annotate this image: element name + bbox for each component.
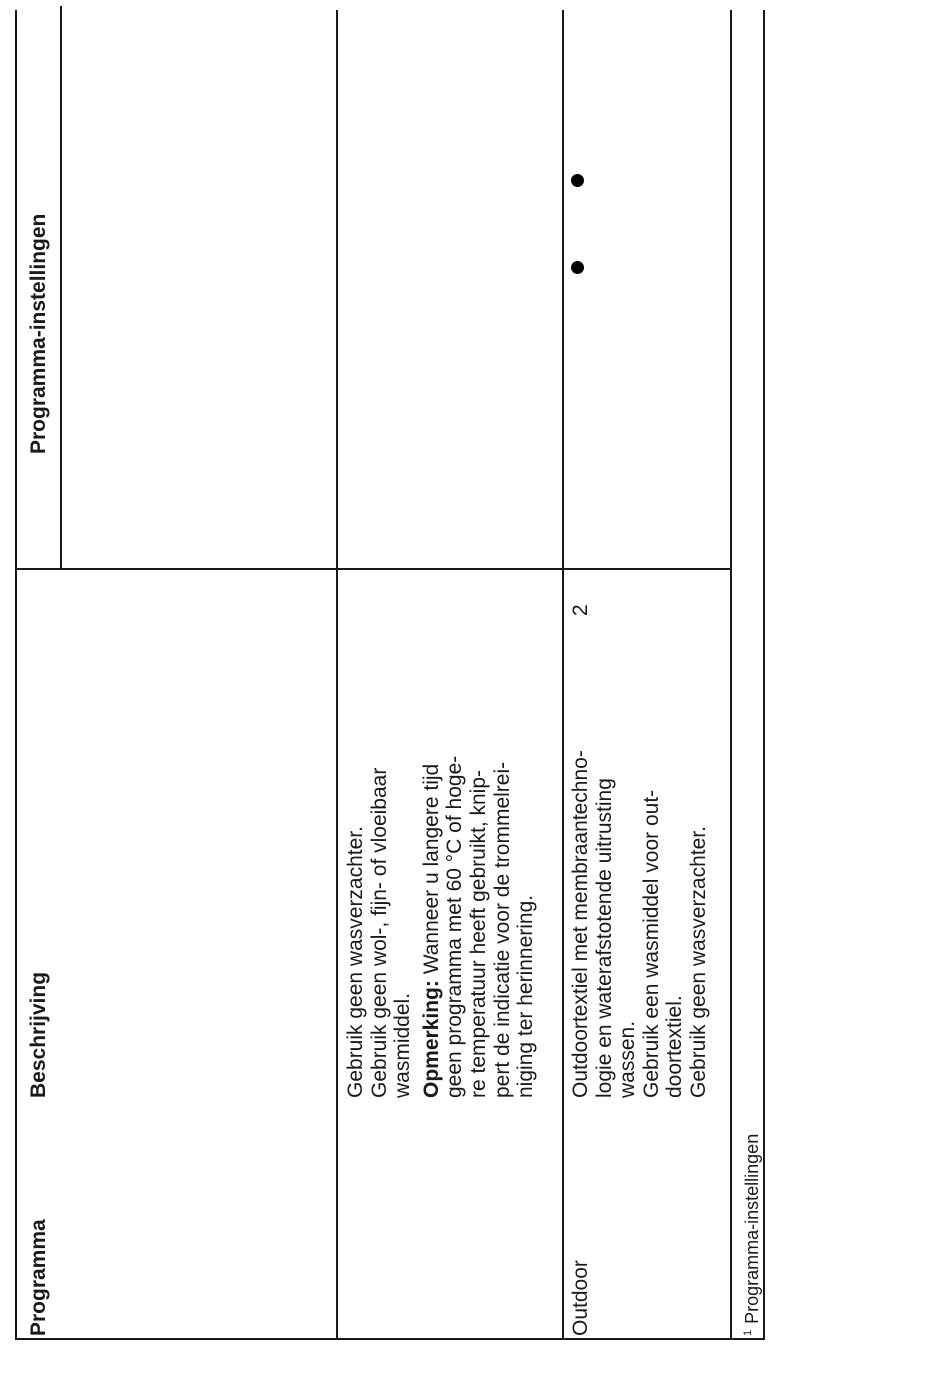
header-beschrijving: Beschrijving [27, 971, 50, 1098]
header-rule-right [60, 6, 62, 570]
table-top-rule [15, 10, 17, 1340]
row2-line: Outdoortextiel met membraantechno- [569, 750, 592, 1098]
row2-rule [562, 10, 564, 1340]
row1-rule [336, 10, 338, 1340]
table-bottom-rule [730, 10, 732, 1340]
row1-note-line: geen programma met 60 °C of hoge- [443, 755, 467, 1098]
row1-note-line: pert de indicatie voor de trommelrei- [490, 761, 514, 1098]
header-programma: Programma [27, 1219, 50, 1336]
row1-line: Gebruik geen wasverzachter. [344, 826, 367, 1098]
row1-description [344, 578, 538, 1098]
row2-line: Gebruik geen wasverzachter. [686, 826, 710, 1098]
row2-value: 2 [569, 604, 592, 616]
footnote-marker: 1 [742, 1329, 754, 1336]
footnote-text: Programma-instellingen [742, 1133, 762, 1324]
table-left-edge [15, 1338, 763, 1340]
row1-note [420, 578, 444, 1098]
row2-line: Gebruik een wasmiddel voor out- [639, 789, 663, 1098]
row1-note-line: re temperatuur heeft gebruikt, knip- [466, 769, 490, 1098]
note-first-line: Wanneer u langere tijd [419, 763, 443, 981]
setting-dot-bullet-icon [571, 174, 584, 187]
column-divider [15, 568, 730, 570]
row2-line: logie en waterafstotende uitrusting [592, 778, 616, 1098]
row2-line: doortextiel. [663, 995, 687, 1098]
row2-line: wassen. [616, 1020, 640, 1098]
row2-description [569, 578, 711, 1098]
row1-line: wasmiddel. [391, 992, 415, 1098]
setting-dot-bullet-icon [571, 261, 584, 274]
row1-note-line: niging ter herinnering. [514, 894, 538, 1098]
note-label: Opmerking: [419, 980, 443, 1098]
row1-line: Gebruik geen wol-, fijn- of vloeibaar [367, 767, 391, 1098]
header-programma-instellingen: Programma-instellingen [27, 213, 50, 454]
row2-programma: Outdoor [569, 1260, 592, 1336]
footnote-rule [763, 10, 765, 1340]
footnote [737, 1134, 763, 1336]
